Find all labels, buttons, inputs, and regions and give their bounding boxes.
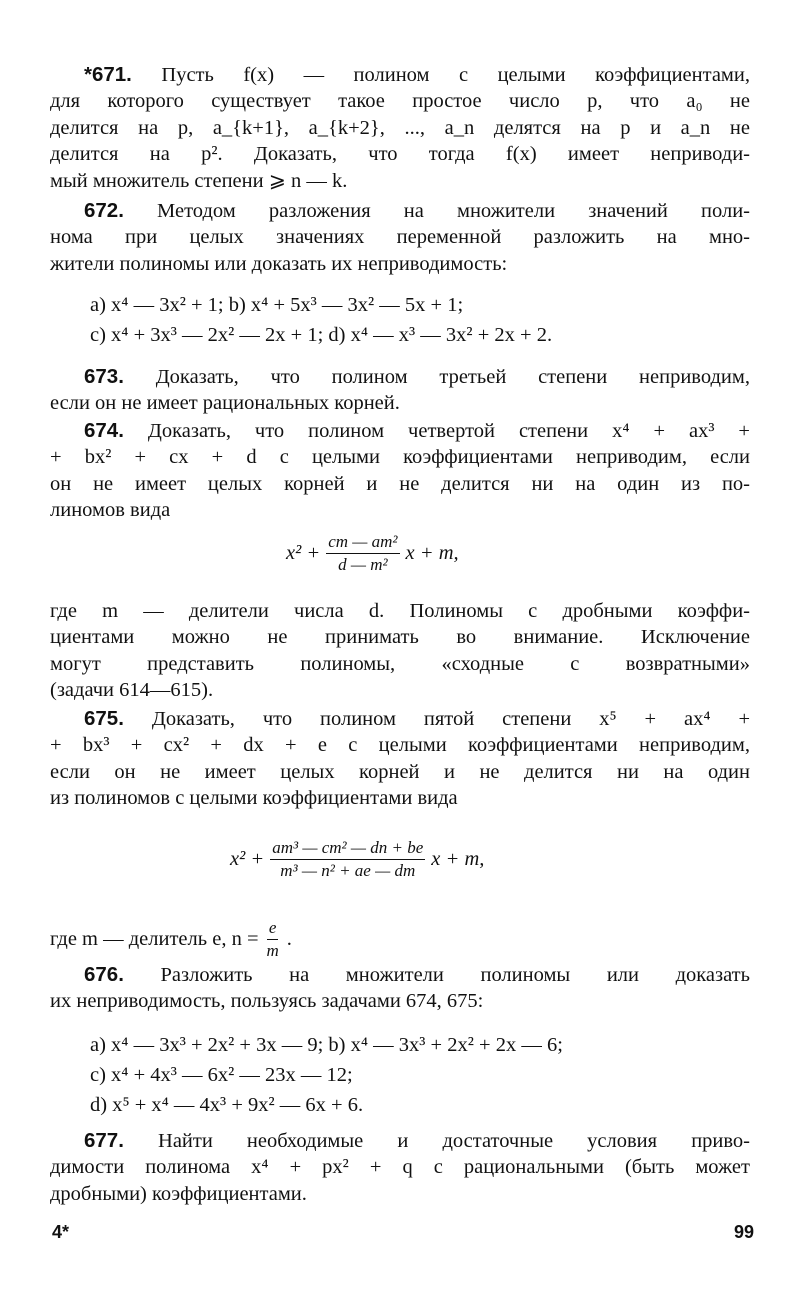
problem-line: димости полинома x⁴ + px² + q с рациональными (быть может — [50, 1156, 750, 1179]
problem-number: *671. — [84, 63, 132, 86]
problem-line: Пусть f(x) — полином с целыми коэффициентами, — [161, 64, 750, 86]
problem-number: 673. — [84, 365, 124, 388]
list-item: c) x⁴ + 3x³ — 2x² — 2x + 1; d) x⁴ — x³ — 3x² + 2x + 2. — [90, 324, 553, 346]
problem-672-items — [90, 290, 552, 350]
fraction-numerator: cm — am² — [326, 532, 399, 554]
problem-line: Доказать, что полином третьей степени неприводим, — [155, 366, 750, 388]
problem-line: если он не имеет рациональных корней. — [50, 392, 400, 415]
problem-676 — [50, 962, 750, 1015]
page-number: 99 — [733, 1222, 754, 1242]
problem-line: + bx² + cx + d с целыми коэффициентами неприводим, если — [50, 446, 750, 469]
problem-line: (задачи 614—615). — [50, 679, 214, 702]
problem-line: где m — делители числа d. Полиномы с дробными коэффи- — [50, 600, 750, 622]
problem-line: их неприводимость, пользуясь задачами 674, 675: — [50, 990, 484, 1013]
note-text: где m — делитель e, n = — [50, 928, 259, 950]
problem-line: Доказать, что полином пятой степени x⁵ + ax⁴ + — [151, 708, 751, 730]
problem-674 — [50, 418, 750, 524]
fraction — [270, 838, 425, 881]
problem-number: 674. — [84, 419, 124, 442]
problem-line: из полиномов с целыми коэффициентами вида — [50, 787, 458, 810]
formula-left: x² + — [286, 542, 321, 564]
list-item: a) x⁴ — 3x³ + 2x² + 3x — 9; b) x⁴ — 3x³ + 2x² + 2x — 6; — [90, 1034, 563, 1056]
problem-line: Разложить на множители полиномы или доказать — [160, 964, 750, 986]
list-item: d) x⁵ + x⁴ — 4x³ + 9x² — 6x + 6. — [90, 1094, 364, 1116]
list-item: a) x⁴ — 3x² + 1; b) x⁴ + 5x³ — 3x² — 5x + 1; — [90, 294, 464, 316]
problem-line: + bx³ + cx² + dx + e с целыми коэффициентами неприводим, — [50, 734, 750, 757]
signature-mark: 4* — [52, 1222, 70, 1242]
fraction — [265, 918, 281, 961]
problem-line: делится на p². Доказать, что тогда f(x) имеет неприводи- — [50, 143, 750, 166]
problem-675-note — [50, 918, 292, 961]
list-item: c) x⁴ + 4x³ — 6x² — 23x — 12; — [90, 1064, 353, 1086]
problem-number: 675. — [84, 707, 124, 730]
problem-line: Найти необходимые и достаточные условия приво- — [158, 1130, 750, 1152]
formula-674 — [286, 532, 459, 575]
problem-673 — [50, 364, 750, 417]
problem-674-continued — [50, 598, 750, 704]
problem-line: для которого существует такое простое число p, что a₀ не — [50, 90, 750, 113]
problem-line: циентами можно не принимать во внимание. Исключение — [50, 626, 750, 649]
problem-line: Доказать, что полином четвертой степени x⁴ + ax³ + — [147, 420, 750, 442]
fraction-numerator: am³ — cm² — dn + be — [270, 838, 425, 860]
problem-line: нома при целых значениях переменной разложить на мно- — [50, 226, 750, 249]
problem-line: жители полиномы или доказать их неприводимость: — [50, 252, 508, 275]
problem-line: если он не имеет целых корней и не делится ни на один — [50, 760, 750, 783]
problem-677 — [50, 1128, 750, 1207]
formula-right: x + m, — [431, 848, 485, 870]
problem-675 — [50, 706, 750, 812]
formula-675 — [230, 838, 484, 881]
problem-671 — [50, 62, 750, 194]
fraction-denominator: m — [266, 941, 279, 960]
problem-line: дробными) коэффициентами. — [50, 1182, 307, 1205]
fraction-denominator: m³ — n² + ae — dm — [280, 861, 416, 880]
problem-line: Методом разложения на множители значений поли- — [157, 200, 750, 222]
problem-line: линомов вида — [50, 499, 171, 522]
fraction-denominator: d — m² — [338, 555, 388, 574]
problem-number: 676. — [84, 963, 124, 986]
fraction-numerator: e — [267, 918, 279, 940]
formula-left: x² + — [230, 848, 265, 870]
problem-number: 672. — [84, 199, 124, 222]
problem-number: 677. — [84, 1129, 124, 1152]
problem-672 — [50, 198, 750, 277]
problem-line: могут представить полиномы, «сходные с возвратными» — [50, 652, 750, 675]
fraction — [326, 532, 399, 575]
problem-line: делится на p, a_{k+1}, a_{k+2}, ..., a_n делятся на p и a_n не — [50, 116, 750, 139]
formula-right: x + m, — [405, 542, 459, 564]
problem-line: он не имеет целых корней и не делится ни на один из по- — [50, 472, 750, 495]
note-end: . — [286, 928, 292, 950]
problem-676-items — [90, 1030, 563, 1120]
problem-line: мый множитель степени ⩾ n — k. — [50, 169, 348, 192]
